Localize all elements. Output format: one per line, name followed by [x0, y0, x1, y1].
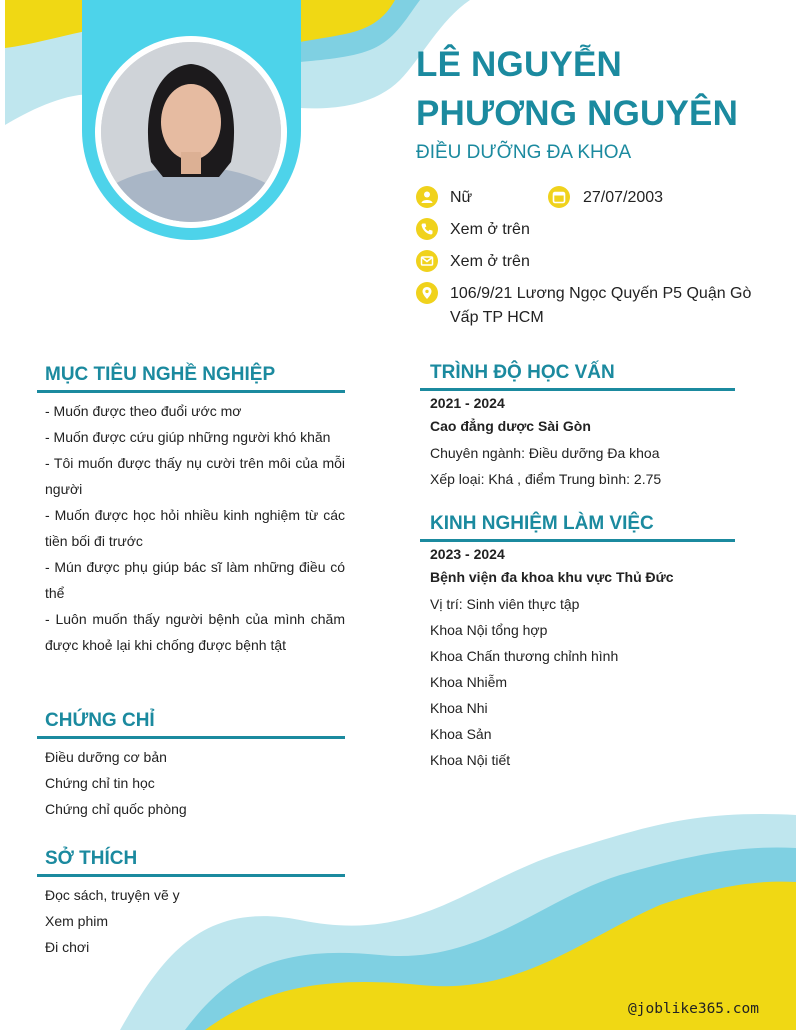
- education-entry: [430, 390, 770, 492]
- list-item: Xem phim: [45, 913, 109, 929]
- certificates-title: CHỨNG CHỈ: [45, 710, 155, 731]
- objective-divider: [37, 390, 345, 393]
- list-item: - Mún được phụ giúp bác sĩ làm những điều có thể: [45, 559, 345, 601]
- education-title: TRÌNH ĐỘ HỌC VẤN: [430, 362, 615, 383]
- certificates-divider: [37, 736, 345, 739]
- list-item: Chứng chỉ tin học: [45, 775, 155, 791]
- list-item: - Muốn được theo đuổi ước mơ: [45, 403, 242, 419]
- list-item: Đọc sách, truyện vẽ y: [45, 887, 180, 903]
- job-title: ĐIỀU DƯỠNG ĐA KHOA: [416, 142, 632, 163]
- experience-employer: Bệnh viện đa khoa khu vực Thủ Đức: [430, 569, 674, 585]
- hobbies-divider: [37, 874, 345, 877]
- birth-date-value: 27/07/2003: [583, 189, 664, 206]
- list-item: - Muốn được học hỏi nhiều kinh nghiệm từ các tiền bối đi trước: [45, 507, 345, 549]
- experience-title: KINH NGHIỆM LÀM VIỆC: [430, 513, 654, 534]
- list-item: Khoa Nội tổng hợp: [430, 622, 548, 638]
- list-item: Khoa Chấn thương chỉnh hình: [430, 648, 619, 664]
- list-item: Khoa Nhi: [430, 700, 488, 716]
- email-value: Xem ở trên: [450, 253, 530, 270]
- user-icon: [416, 186, 438, 208]
- list-item: Điều dưỡng cơ bản: [45, 749, 167, 765]
- education-major: Chuyên ngành: Điều dưỡng Đa khoa: [430, 445, 660, 461]
- email-icon: [416, 250, 438, 272]
- calendar-icon: [548, 186, 570, 208]
- gender-value: Nữ: [450, 189, 473, 206]
- location-pin-icon: [416, 282, 438, 304]
- list-item: Chứng chỉ quốc phòng: [45, 801, 187, 817]
- phone-icon: [416, 218, 438, 240]
- footer-watermark: @joblike365.com: [628, 1001, 759, 1017]
- list-item: Đi chơi: [45, 939, 90, 955]
- list-item: - Luôn muốn thấy người bệnh của mình chăm được khoẻ lại khi chống được bệnh tật: [45, 611, 345, 653]
- education-school: Cao đẳng dược Sài Gòn: [430, 418, 591, 434]
- list-item: Khoa Sản: [430, 726, 492, 742]
- objective-title: MỤC TIÊU NGHỀ NGHIỆP: [45, 364, 276, 385]
- experience-period: 2023 - 2024: [430, 546, 505, 562]
- education-grade: Xếp loại: Khá , điểm Trung bình: 2.75: [430, 471, 662, 487]
- list-item: Khoa Nhiễm: [430, 674, 508, 690]
- list-item: Khoa Nội tiết: [430, 752, 511, 768]
- education-period: 2021 - 2024: [430, 395, 505, 411]
- hobbies-title: SỞ THÍCH: [45, 848, 138, 869]
- experience-entry: [430, 541, 770, 773]
- experience-position: Vị trí: Sinh viên thực tập: [430, 596, 580, 612]
- list-item: - Muốn được cứu giúp những người khó khăn: [45, 429, 331, 445]
- address-value: 106/9/21 Lương Ngọc Quyến P5 Quận Gò Vấp TP HCM: [450, 285, 752, 326]
- certificates-list: [45, 744, 345, 822]
- candidate-name: LÊ NGUYỄN PHƯƠNG NGUYÊN: [416, 45, 739, 133]
- profile-photo: [101, 42, 281, 222]
- objective-list: [45, 398, 345, 658]
- hobbies-list: [45, 882, 345, 960]
- list-item: - Tôi muốn được thấy nụ cười trên môi của mỗi người: [45, 455, 345, 497]
- phone-value: Xem ở trên: [450, 221, 530, 238]
